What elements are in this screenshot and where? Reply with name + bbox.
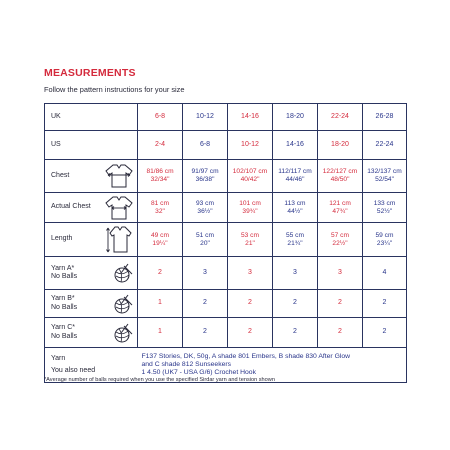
yarn-a-cell: 2: [138, 257, 183, 290]
row-label-yarn-c: Yarn C* No Balls: [45, 318, 138, 348]
us-size-cell: 2-4: [138, 131, 183, 160]
table-row-uk: [45, 104, 407, 131]
length-cell: 59 cm 23¼": [363, 223, 407, 257]
row-label-chest: Chest: [45, 160, 138, 193]
yarn-a-cell: 3: [318, 257, 363, 290]
chest-cell: 122/127 cm 48/50": [318, 160, 363, 193]
us-size-cell: 14-16: [273, 131, 318, 160]
page-subtitle: Follow the pattern instructions for your size: [44, 85, 185, 94]
row-label-actual-chest: Actual Chest: [45, 193, 138, 223]
length-cell: 49 cm 19¼": [138, 223, 183, 257]
actual-chest-cell: 81 cm 32": [138, 193, 183, 223]
table-row-chest: [45, 160, 407, 193]
yarn-b-cell: 2: [273, 290, 318, 318]
uk-size-cell: 10-12: [183, 104, 228, 131]
sweater-actual-chest-icon: [104, 195, 134, 221]
row-label-length: Length: [45, 223, 138, 257]
actual-chest-cell: 121 cm 47¾": [318, 193, 363, 223]
row-label-us: US: [45, 131, 138, 160]
yarn-b-cell: 2: [228, 290, 273, 318]
row-label-yarn-info: Yarn You also need: [45, 348, 138, 383]
table-row-yarn-a: [45, 257, 407, 290]
yarn-b-cell: 2: [318, 290, 363, 318]
yarn-ball-icon: [112, 293, 134, 315]
us-size-cell: 18-20: [318, 131, 363, 160]
yarn-c-cell: 2: [363, 318, 407, 348]
sweater-length-icon: [104, 225, 134, 255]
yarn-a-cell: 3: [273, 257, 318, 290]
uk-size-cell: 26-28: [363, 104, 407, 131]
page-title: MEASUREMENTS: [44, 67, 136, 79]
us-size-cell: 22-24: [363, 131, 407, 160]
footnote: *Average number of balls required when you use the specified Sirdar yarn and tension shown: [44, 377, 275, 383]
row-label-yarn-b: Yarn B* No Balls: [45, 290, 138, 318]
row-label-uk: UK: [45, 104, 138, 131]
chest-cell: 81/86 cm 32/34": [138, 160, 183, 193]
actual-chest-cell: 113 cm 44½": [273, 193, 318, 223]
yarn-a-cell: 3: [228, 257, 273, 290]
uk-size-cell: 14-16: [228, 104, 273, 131]
yarn-a-cell: 3: [183, 257, 228, 290]
yarn-ball-icon: [112, 322, 134, 344]
uk-size-cell: 22-24: [318, 104, 363, 131]
us-size-cell: 10-12: [228, 131, 273, 160]
table-row-actual-chest: [45, 193, 407, 223]
yarn-b-cell: 2: [363, 290, 407, 318]
actual-chest-cell: 101 cm 39¾": [228, 193, 273, 223]
yarn-b-cell: 2: [183, 290, 228, 318]
measurements-table: [44, 103, 407, 383]
actual-chest-cell: 93 cm 36½": [183, 193, 228, 223]
yarn-b-cell: 1: [138, 290, 183, 318]
table-row-yarn-c: [45, 318, 407, 348]
us-size-cell: 6-8: [183, 131, 228, 160]
yarn-info-cell: F137 Stories, DK, 50g, A shade 801 Embers, B shade 830 After Glow and C shade 812 Sunseekers 1 4.50 (UK7 - USA G/6) Crochet Hook: [138, 348, 407, 383]
uk-size-cell: 18-20: [273, 104, 318, 131]
yarn-c-cell: 2: [318, 318, 363, 348]
actual-chest-cell: 133 cm 52½": [363, 193, 407, 223]
table-row-us: [45, 131, 407, 160]
yarn-a-cell: 4: [363, 257, 407, 290]
chest-cell: 102/107 cm 40/42": [228, 160, 273, 193]
length-cell: 57 cm 22½": [318, 223, 363, 257]
yarn-c-cell: 2: [183, 318, 228, 348]
chest-cell: 112/117 cm 44/46": [273, 160, 318, 193]
length-cell: 51 cm 20": [183, 223, 228, 257]
yarn-c-cell: 2: [228, 318, 273, 348]
length-cell: 53 cm 21": [228, 223, 273, 257]
uk-size-cell: 6-8: [138, 104, 183, 131]
chest-cell: 91/97 cm 36/38": [183, 160, 228, 193]
row-label-yarn-a: Yarn A* No Balls: [45, 257, 138, 290]
yarn-c-cell: 2: [273, 318, 318, 348]
yarn-ball-icon: [112, 262, 134, 284]
length-cell: 55 cm 21¾": [273, 223, 318, 257]
table-row-yarn-b: [45, 290, 407, 318]
yarn-c-cell: 1: [138, 318, 183, 348]
chest-cell: 132/137 cm 52/54": [363, 160, 407, 193]
sweater-chest-icon: [104, 163, 134, 189]
table-row-length: [45, 223, 407, 257]
